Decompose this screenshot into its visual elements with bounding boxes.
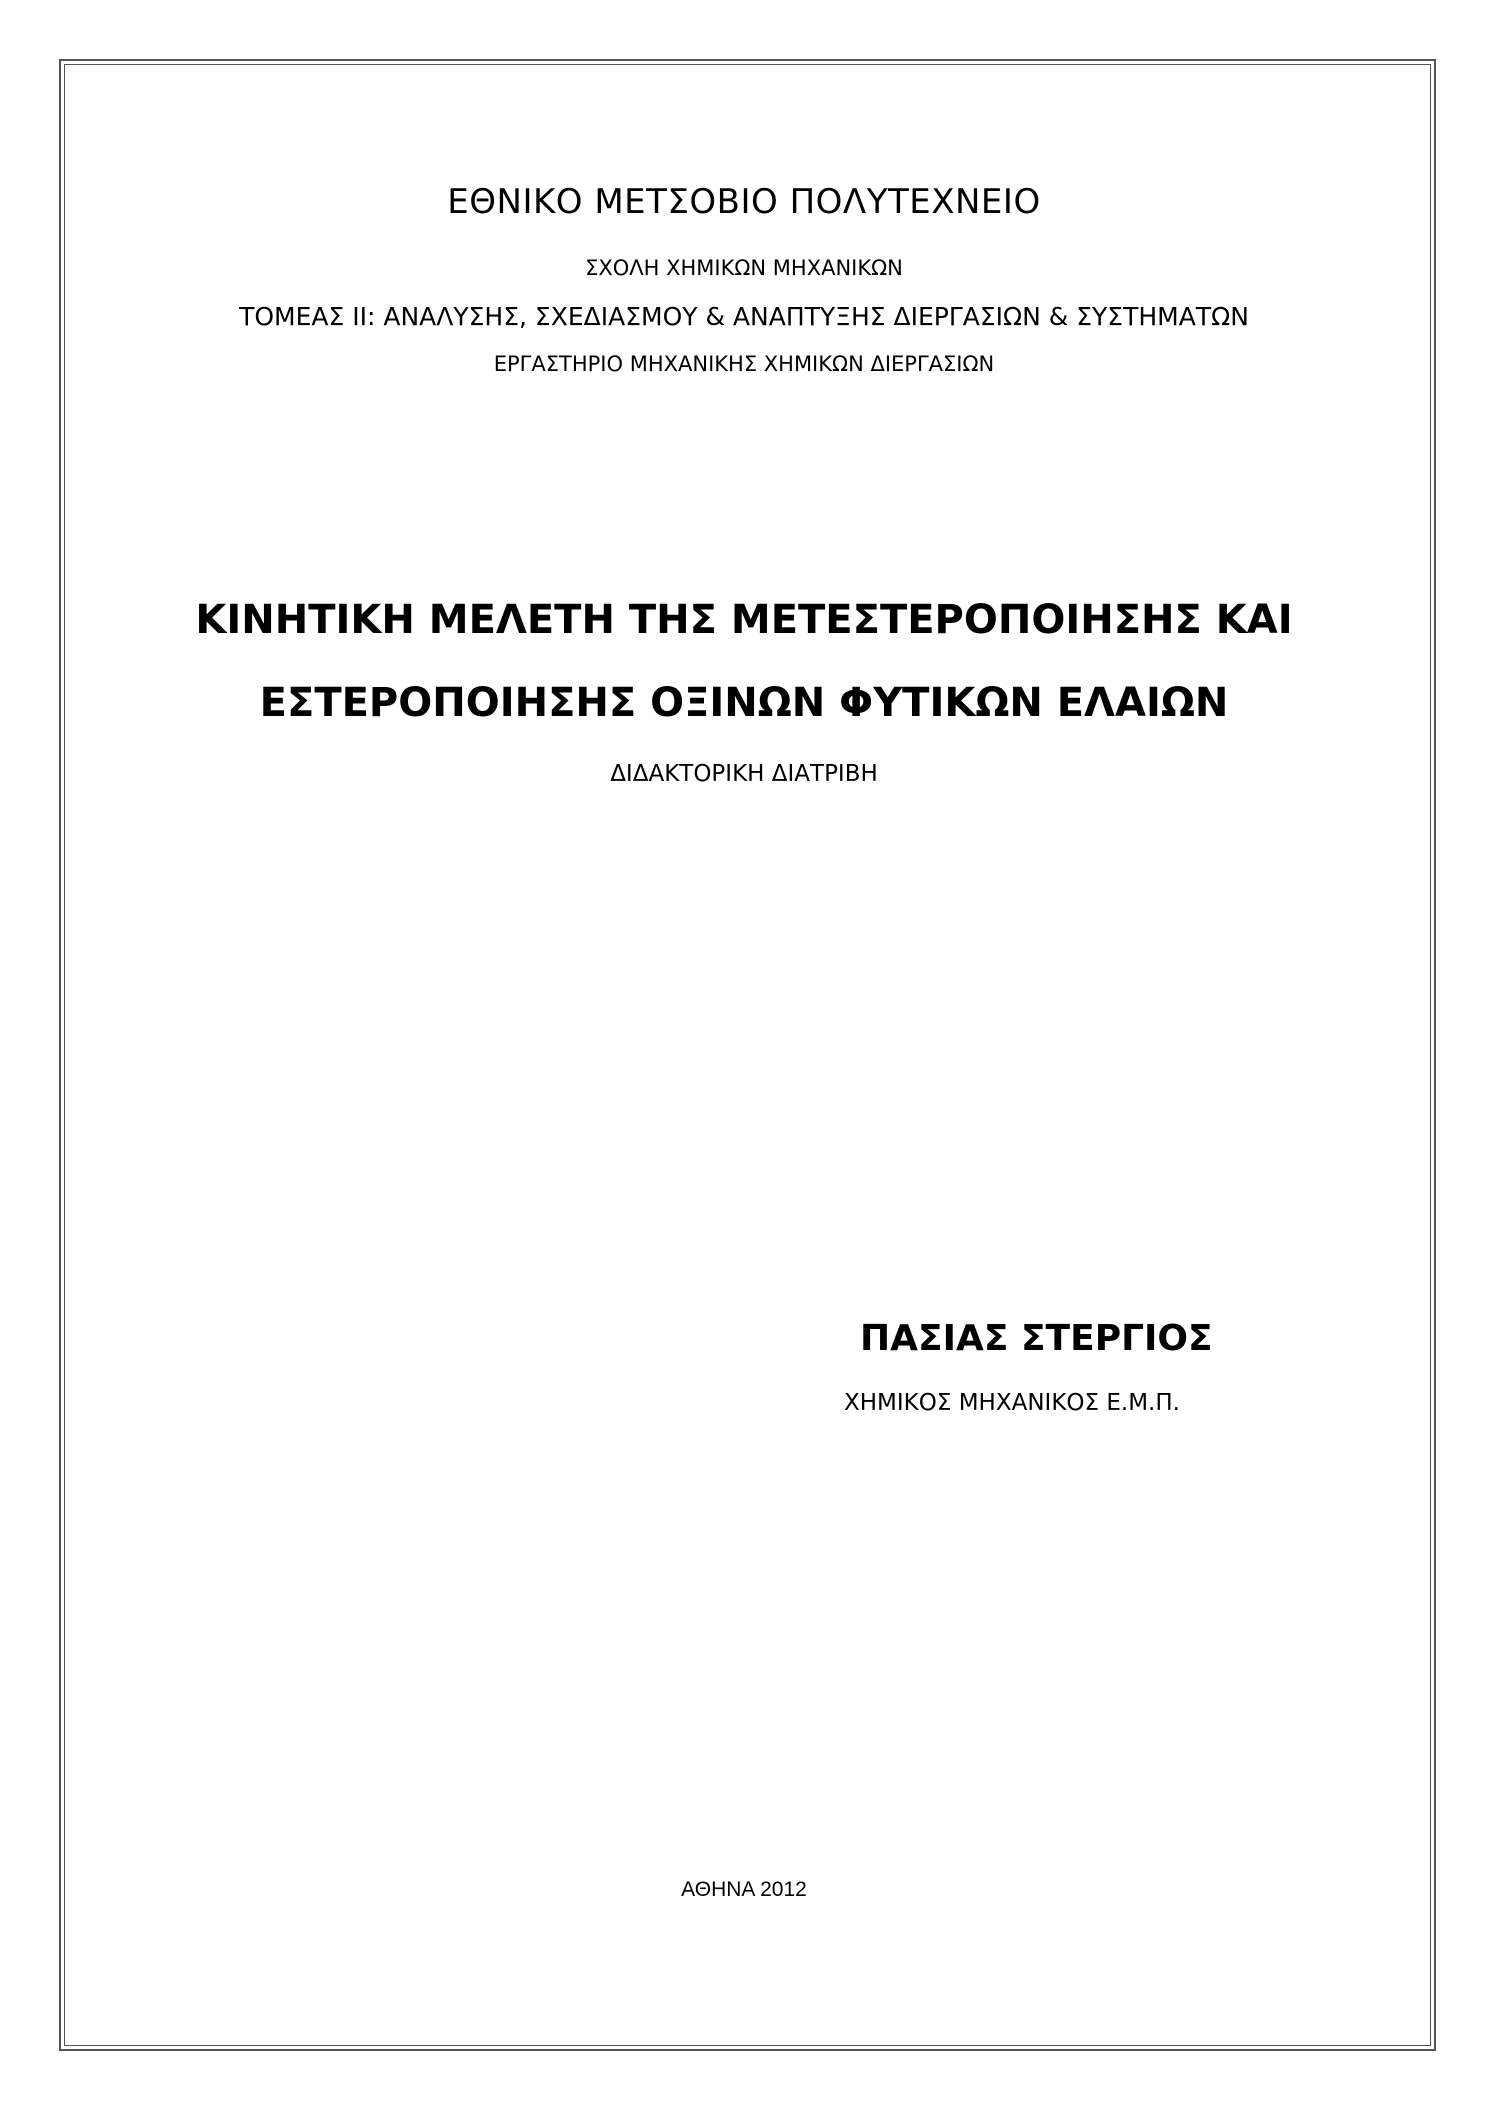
place-date: ΑΘΗΝΑ 2012	[681, 1878, 807, 1901]
sector-name: ΤΟΜΕΑΣ ΙΙ: ΑΝΑΛΥΣΗΣ, ΣΧΕΔΙΑΣΜΟΥ & ΑΝΑΠΤΥΞΗΣ ΔΙΕΡΓΑΣΙΩΝ & ΣΥΣΤΗΜΑΤΩΝ	[239, 302, 1249, 331]
author-degree: ΧΗΜΙΚΟΣ ΜΗΧΑΝΙΚΟΣ Ε.Μ.Π.	[844, 1390, 1180, 1416]
school-name: ΣΧΟΛΗ ΧΗΜΙΚΩΝ ΜΗΧΑΝΙΚΩΝ	[585, 256, 903, 280]
thesis-title-line-1: ΚΙΝΗΤΙΚΗ ΜΕΛΕΤΗ ΤΗΣ ΜΕΤΕΣΤΕΡΟΠΟΙΗΣΗΣ ΚΑΙ	[195, 597, 1293, 643]
author-name: ΠΑΣΙΑΣ ΣΤΕΡΓΙΟΣ	[860, 1318, 1213, 1359]
document-type: ΔΙΔΑΚΤΟΡΙΚΗ ΔΙΑΤΡΙΒΗ	[610, 761, 878, 787]
university-name: ΕΘΝΙΚΟ ΜΕΤΣΟΒΙΟ ΠΟΛΥΤΕΧΝΕΙΟ	[447, 182, 1041, 222]
laboratory-name: ΕΡΓΑΣΤΗΡΙΟ ΜΗΧΑΝΙΚΗΣ ΧΗΜΙΚΩΝ ΔΙΕΡΓΑΣΙΩΝ	[493, 352, 995, 376]
thesis-title-line-2: ΕΣΤΕΡΟΠΟΙΗΣΗΣ ΟΞΙΝΩΝ ΦΥΤΙΚΩΝ ΕΛΑΙΩΝ	[259, 680, 1229, 726]
